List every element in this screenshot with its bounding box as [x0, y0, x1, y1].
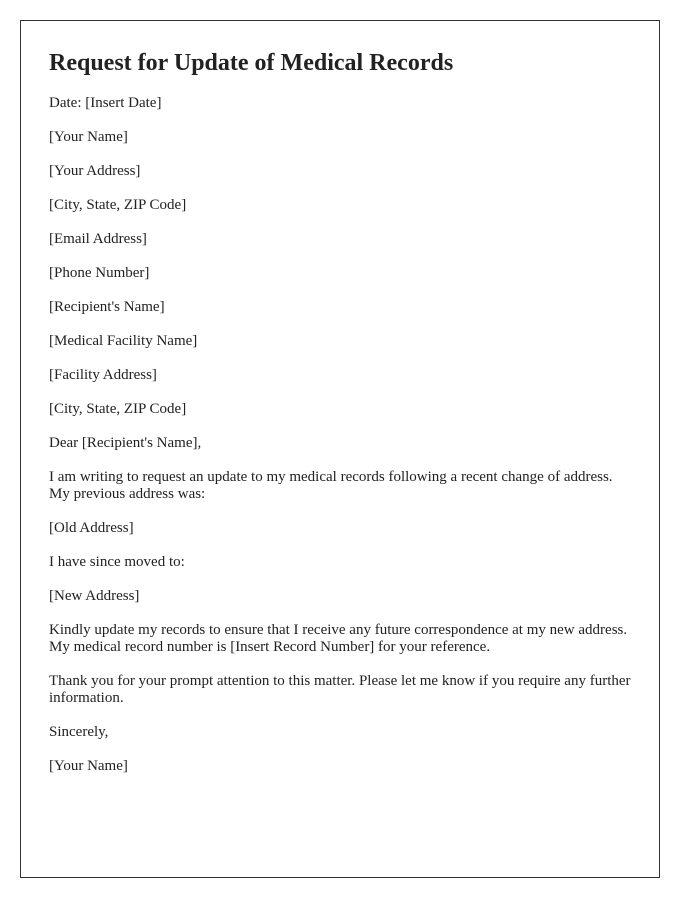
old-address: [Old Address] [49, 520, 134, 536]
body-paragraph-2: I have since moved to: [49, 554, 185, 570]
recipient-city-state-zip: [City, State, ZIP Code] [49, 401, 187, 417]
sender-name: [Your Name] [49, 129, 128, 145]
salutation: Dear [Recipient's Name], [49, 435, 202, 451]
signature: [Your Name] [49, 758, 128, 774]
sender-phone: [Phone Number] [49, 265, 150, 281]
recipient-name: [Recipient's Name] [49, 299, 165, 315]
date-line: Date: [Insert Date] [49, 95, 162, 111]
letter-content [49, 49, 634, 792]
sender-email: [Email Address] [49, 231, 147, 247]
recipient-facility-address: [Facility Address] [49, 367, 157, 383]
sender-city-state-zip: [City, State, ZIP Code] [49, 197, 187, 213]
body-paragraph-1: I am writing to request an update to my medical records following a recent change of address. My previous address was: [49, 469, 613, 502]
new-address: [New Address] [49, 588, 140, 604]
body-paragraph-3: Kindly update my records to ensure that I receive any future correspondence at my new address. My medical record number is [Insert Record Number] for your reference. [49, 622, 628, 655]
letter-title: Request for Update of Medical Records [49, 50, 454, 76]
body-paragraph-4: Thank you for your prompt attention to this matter. Please let me know if you require any further information. [49, 673, 631, 706]
sender-address: [Your Address] [49, 163, 141, 179]
closing: Sincerely, [49, 724, 109, 740]
recipient-facility: [Medical Facility Name] [49, 333, 198, 349]
letter-page [20, 20, 660, 878]
